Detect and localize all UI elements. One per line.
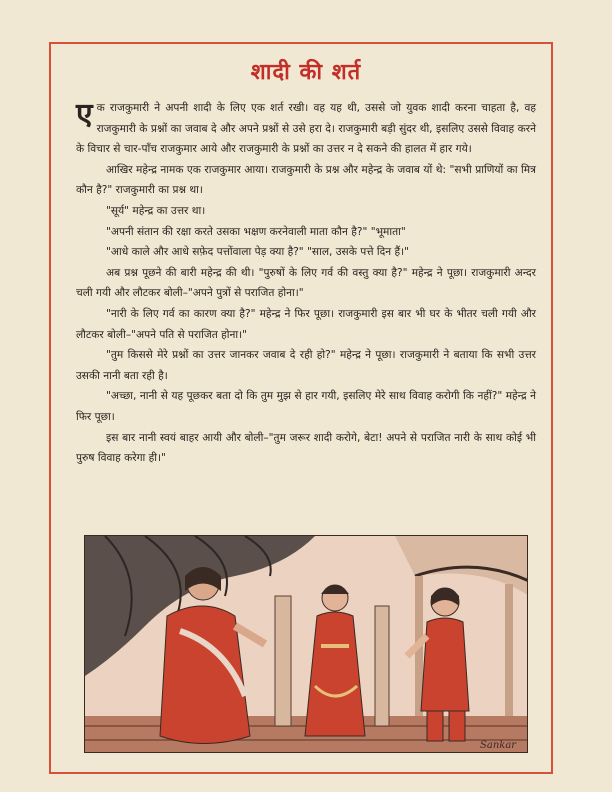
paragraph-10: इस बार नानी स्वयं बाहर आयी और बोली–"तुम जरूर शादी करोगे, बेटा! अपने से पराजित नारी के साथ कोई भी पुरुष विवाह करेगा ही।" — [76, 431, 536, 465]
paragraph-4: "अपनी संतान की रक्षा करते उसका भक्षण करनेवाली माता कौन है?" "भूमाता" — [106, 225, 406, 238]
story-title: शादी की शर्त — [250, 60, 362, 85]
paragraph-3: "सूर्य" महेन्द्र का उत्तर था। — [106, 204, 206, 217]
drop-cap: ए — [76, 97, 93, 132]
paragraph-8: "तुम किससे मेरे प्रश्नों का उत्तर जानकर जवाब दे रही हो?" महेन्द्र ने पूछा। राजकुमारी ने बताया कि सभी उत्तर उसकी नानी बता रही है। — [76, 349, 536, 382]
artist-signature: Sankar — [480, 740, 517, 751]
paragraph-1-text: क राजकुमारी ने अपनी शादी के लिए एक शर्त रखी। वह यह थी, उससे जो युवक शादी करना चाहता है, वह राजकुमारी के प्रश्नों का जवाब दे और अपने प्रश्नों से उसे हरा दे। राजकुमारी बड़ी सुंदर थी, इसलिए उससे विवाह करने के विचार से चार-पाँच राजकुमार आये और राजकुमारी के प्रश्नों का उत्तर न दे सकने की हालत में हार गये। — [76, 102, 536, 156]
paragraph-6: अब प्रश्न पूछने की बारी महेन्द्र की थी। "पुरुषों के लिए गर्व की वस्तु क्या है?" महेन्द्र ने पूछा। राजकुमारी अन्दर चली गयी और लौटकर बोली–"अपने पुत्रों से पराजित होना।" — [76, 266, 536, 300]
paragraph-2: आखिर महेन्द्र नामक एक राजकुमार आया। राजकुमारी के प्रश्न और महेन्द्र के जवाब यों थे: "सभी प्राणियों का मित्र कौन है?" राजकुमारी का प्रश्न था। — [76, 163, 536, 197]
paragraph-9: "अच्छा, नानी से यह पूछकर बता दो कि तुम मुझ से हार गयी, इसलिए मेरे साथ विवाह करोगी कि नहीं?" महेन्द्र ने फिर पूछा। — [76, 390, 536, 423]
paragraph-7: "नारी के लिए गर्व का कारण क्या है?" महेन्द्र ने फिर पूछा। राजकुमारी इस बार भी घर के भीतर चली गयी और लौटकर बोली–"अपने पति से पराजित होना।" — [76, 307, 536, 341]
paragraph-1 — [76, 98, 536, 160]
story-illustration — [84, 535, 528, 753]
illustration-scene — [85, 536, 528, 753]
paragraph-5: "आधे काले और आधे सफ़ेद पत्तोंवाला पेड़ क्या है?" "साल, उसके पत्ते दिन हैं।" — [106, 246, 410, 259]
story-body — [76, 98, 536, 469]
